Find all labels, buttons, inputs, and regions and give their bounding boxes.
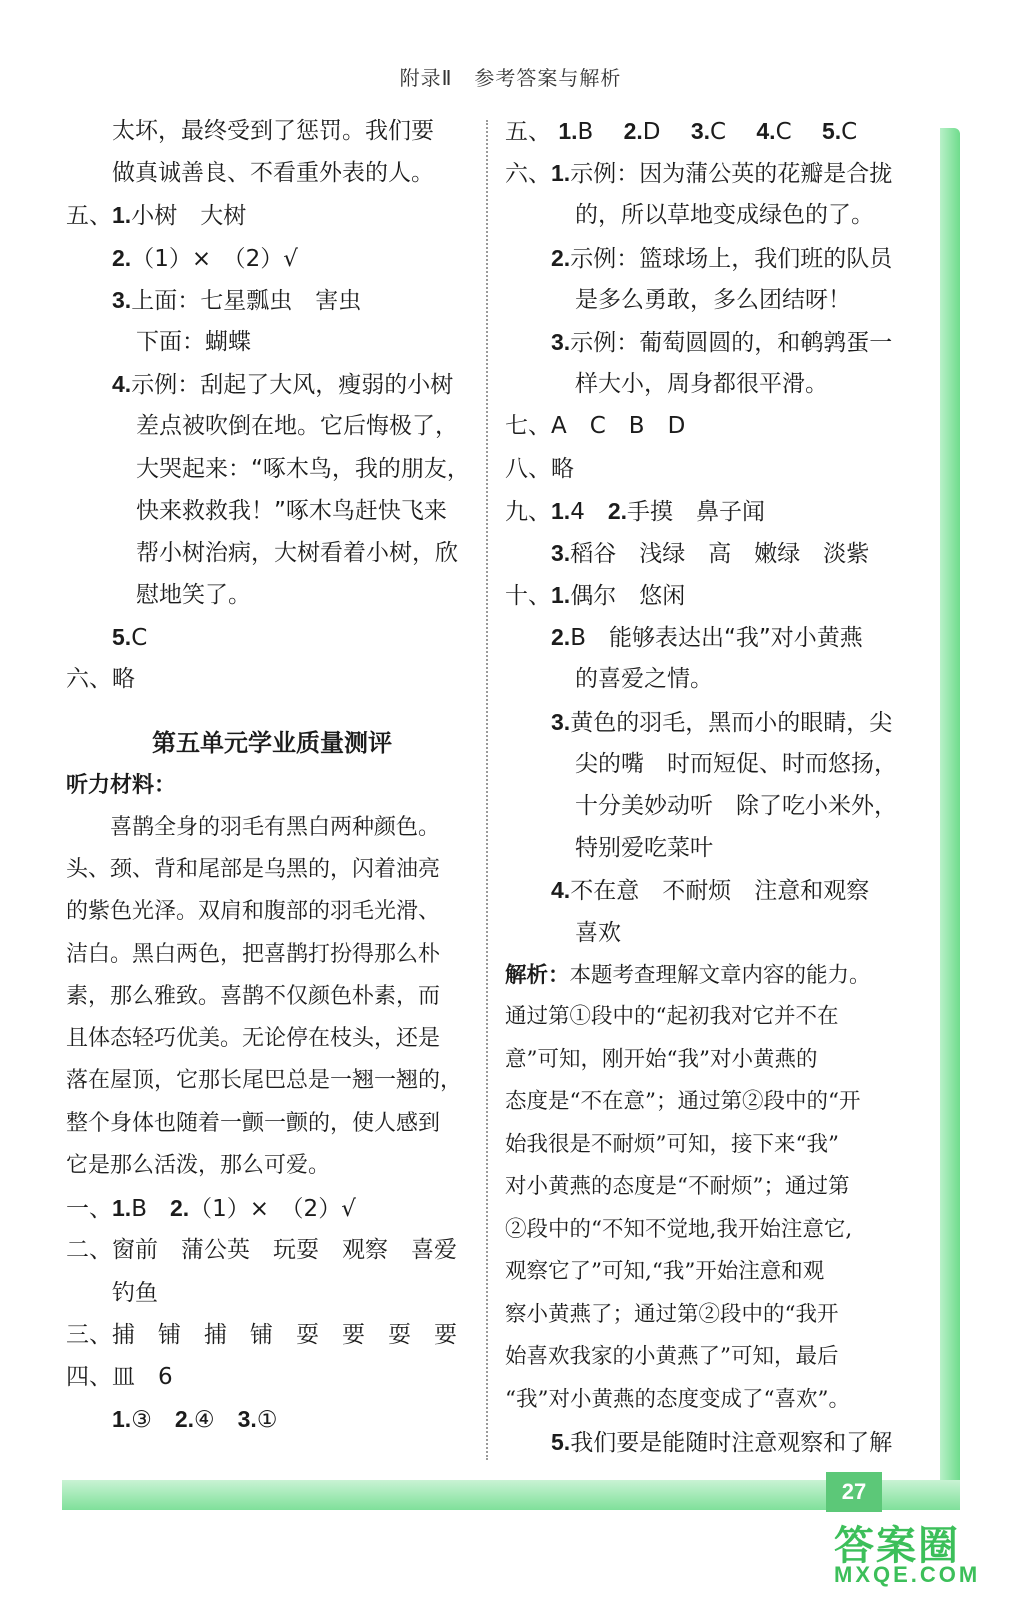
answer-line: 差点被吹倒在地。它后悔极了， — [136, 413, 458, 440]
page-edge-right — [940, 128, 960, 1498]
answer-line: 3.黄色的羽毛，黑而小的眼睛，尖 — [551, 708, 893, 736]
answer-line: 太坏，最终受到了惩罚。我们要 — [112, 118, 434, 144]
analysis-line: 始喜欢我家的小黄燕了”可知，最后 — [505, 1344, 839, 1370]
passage-line: 整个身体也随着一颤一颤的，使人感到 — [66, 1110, 441, 1136]
answer-line: 1.③ 2.④ 3.① — [112, 1406, 278, 1434]
analysis-block — [505, 954, 925, 1422]
listening-label: 听力材料： — [66, 772, 177, 798]
analysis-line: 意”可知，刚开始“我”对小黄燕的 — [505, 1046, 818, 1072]
answer-line: 大哭起来：“啄木鸟，我的朋友， — [136, 455, 470, 482]
passage-line: 喜鹊全身的羽毛有黑白两种颜色。 — [66, 814, 441, 840]
passage-line: 洁白。黑白两色，把喜鹊打扮得那么朴 — [66, 941, 441, 967]
passage-line: 它是那么活泼，那么可爱。 — [66, 1153, 331, 1178]
answer-line: 是多么勇敢，多么团结呀！ — [575, 286, 851, 313]
answer-line: 2.B 能够表达出“我”对小黄燕 — [551, 624, 863, 652]
analysis-line: “我”对小黄燕的态度变成了“喜欢”。 — [505, 1386, 850, 1412]
analysis-line: 态度是“不在意”；通过第②段中的“开 — [505, 1089, 861, 1115]
answer-line: 帮小树治病，大树看着小树，欣 — [136, 539, 458, 566]
answer-line: 的，所以草地变成绿色的了。 — [575, 202, 874, 229]
answer-line: 特别爱吃菜叶 — [575, 835, 713, 862]
column-divider — [486, 120, 488, 1460]
passage-line: 头、颈、背和尾部是乌黑的，闪着油亮 — [66, 856, 441, 882]
section-title: 第五单元学业质量测评 — [152, 728, 392, 757]
answer-line: 六、略 — [66, 666, 135, 693]
passage-line: 素，那么雅致。喜鹊不仅颜色朴素，而 — [66, 983, 441, 1009]
answer-line: 一、1.B 2.（1）× （2）√ — [66, 1195, 356, 1223]
answer-line: 5.我们要是能随时注意观察和了解 — [551, 1429, 893, 1457]
answer-line: 十、1.偶尔 悠闲 — [505, 582, 686, 610]
watermark-text: 答案圈 — [834, 1523, 960, 1569]
answer-line: 六、1.示例：因为蒲公英的花瓣是合拢 — [505, 160, 893, 188]
right-column — [505, 110, 925, 1463]
answer-line: 五、 1.B 2.D 3.C 4.C 5.C — [505, 118, 858, 145]
answer-line: 慰地笑了。 — [136, 582, 251, 609]
passage-line: 落在屋顶，它那长尾巴总是一翘一翘的， — [66, 1068, 463, 1094]
analysis-line: 解析：本题考查理解文章内容的能力。 — [505, 962, 871, 988]
analysis-label: 解析： — [505, 962, 570, 987]
answer-line: 三、捕 铺 捕 铺 耍 要 耍 要 — [66, 1321, 457, 1348]
analysis-line: 通过第①段中的“起初我对它并不在 — [505, 1004, 839, 1030]
answer-line: 2.（1）× （2）√ — [112, 244, 298, 272]
answer-line: 五、1.小树 大树 — [66, 202, 247, 230]
answer-line: 样大小，周身都很平滑。 — [575, 371, 828, 398]
answer-line: 八、略 — [505, 455, 574, 482]
answer-line: 九、1.4 2.手摸 鼻子闻 — [505, 497, 766, 525]
answer-line: 的喜爱之情。 — [575, 666, 713, 693]
running-header — [0, 62, 1021, 91]
left-column — [66, 110, 478, 1440]
analysis-line: 对小黄燕的态度是“不耐烦”；通过第 — [505, 1174, 850, 1200]
answer-line: 钓鱼 — [112, 1279, 158, 1306]
answer-line: 3.上面：七星瓢虫 害虫 — [112, 286, 362, 314]
analysis-line: ②段中的“不知不觉地,我开始注意它, — [505, 1216, 853, 1242]
watermark-url: MXQE.COM — [834, 1562, 981, 1587]
header-title: 参考答案与解析 — [474, 66, 622, 90]
answer-line: 快来救救我！”啄木鸟赶快飞来 — [136, 497, 447, 524]
answer-line: 5.C — [112, 624, 148, 652]
answer-line: 3.稻谷 浅绿 高 嫩绿 淡紫 — [551, 539, 870, 567]
answer-line: 4.不在意 不耐烦 注意和观察 — [551, 877, 870, 905]
answer-line: 3.示例：葡萄圆圆的，和鹌鹑蛋一 — [551, 328, 893, 356]
analysis-line: 观察它了”可知,“我”开始注意和观 — [505, 1259, 825, 1285]
passage-line: 且体态轻巧优美。无论停在枝头，还是 — [66, 1026, 441, 1052]
header-appendix: 附录Ⅱ — [399, 66, 453, 90]
analysis-line: 始我很是不耐烦”可知，接下来“我” — [505, 1131, 839, 1157]
passage-line: 的紫色光泽。双肩和腹部的羽毛光滑、 — [66, 899, 441, 925]
answer-line: 2.示例：篮球场上，我们班的队员 — [551, 244, 893, 272]
answer-line: 七、A C B D — [505, 413, 686, 440]
answer-line: 下面：蝴蝶 — [136, 328, 251, 355]
answer-line: 十分美妙动听 除了吃小米外， — [575, 793, 897, 819]
answer-line: 尖的嘴 时而短促、时而悠扬， — [575, 750, 897, 777]
answer-line: 喜欢 — [575, 919, 621, 946]
page-number: 27 — [826, 1472, 882, 1512]
answer-line: 做真诚善良、不看重外表的人。 — [112, 160, 434, 187]
analysis-line: 察小黄燕了；通过第②段中的“我开 — [505, 1301, 839, 1327]
answer-line: 四、皿 6 — [66, 1364, 173, 1391]
watermark-logo — [826, 1508, 1006, 1588]
answer-line: 4.示例：刮起了大风，瘦弱的小树 — [112, 371, 454, 399]
listening-passage — [66, 807, 478, 1188]
answer-line: 二、窗前 蒲公英 玩耍 观察 喜爱 — [66, 1237, 457, 1264]
